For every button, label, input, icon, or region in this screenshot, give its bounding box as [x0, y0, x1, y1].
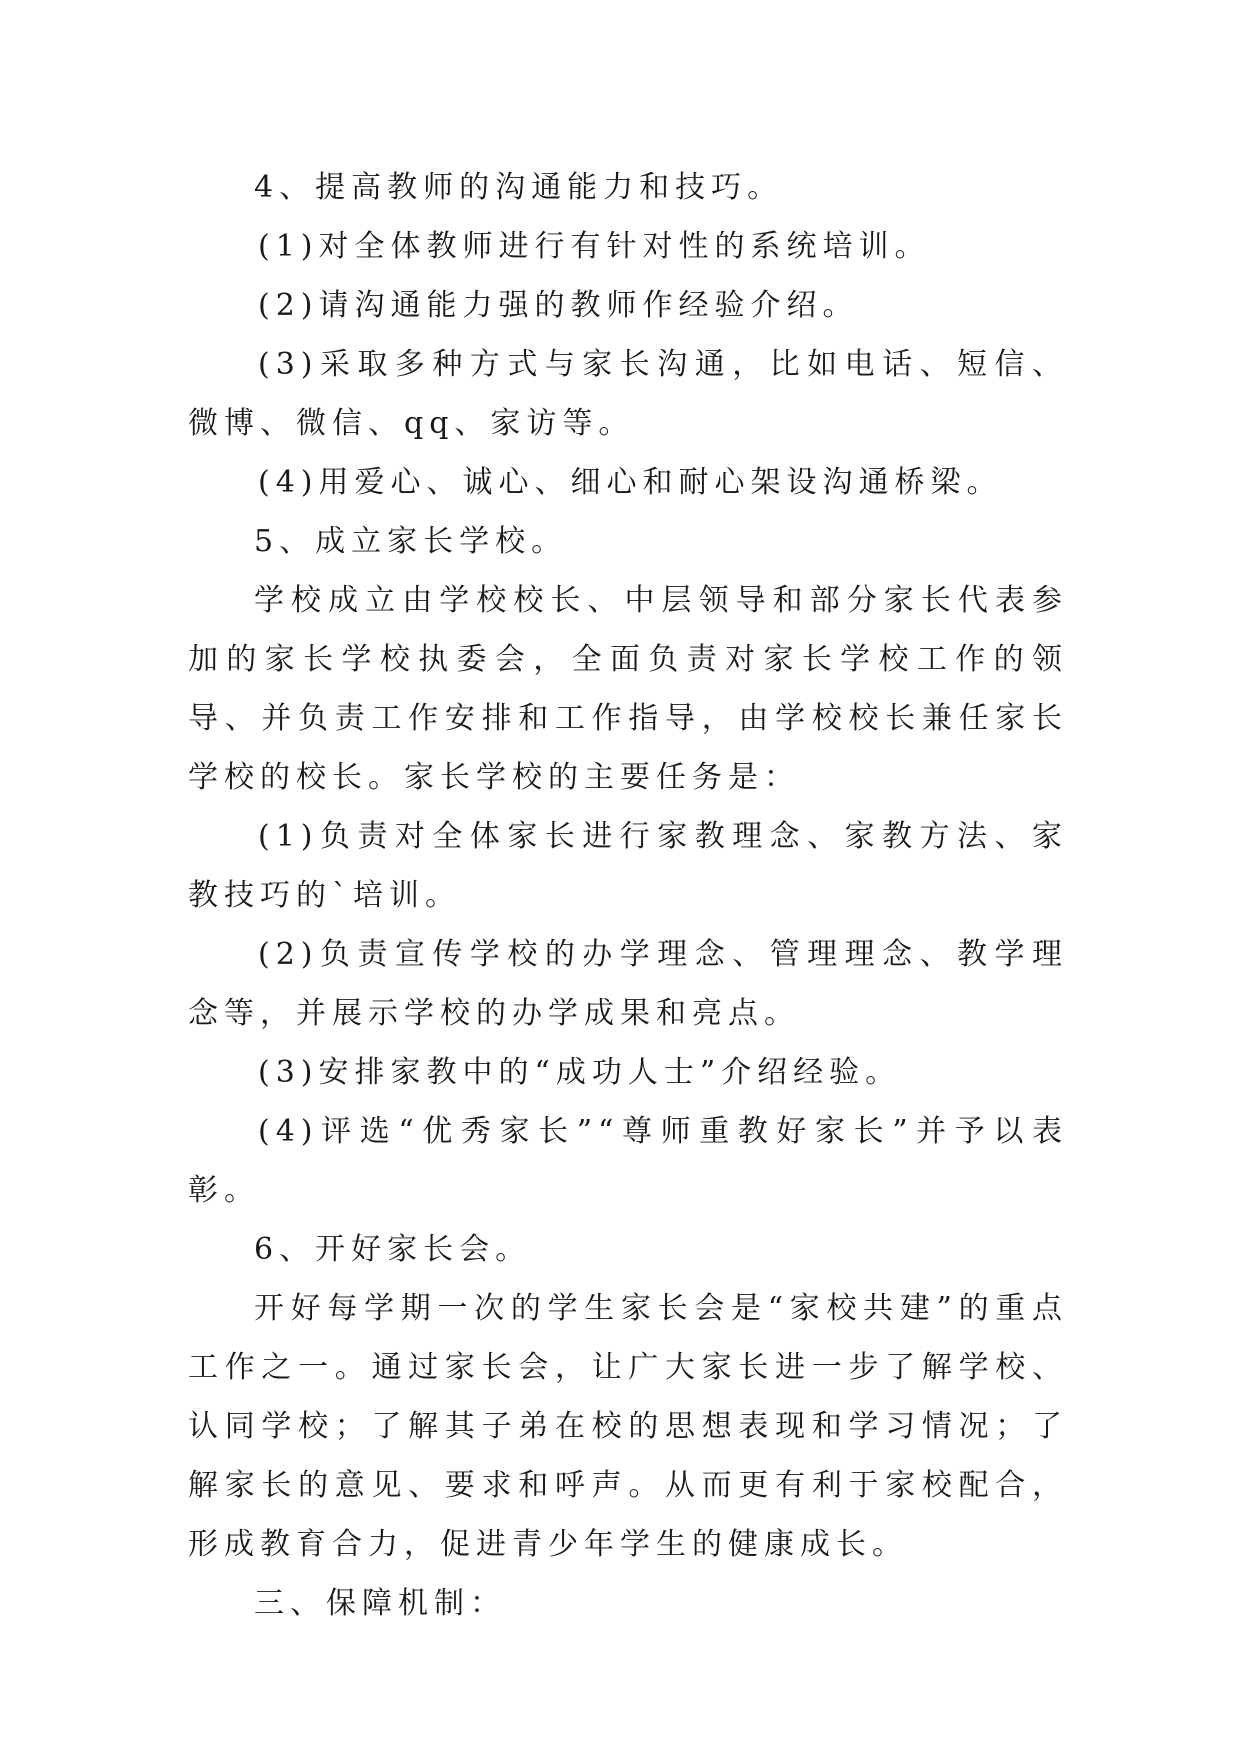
list-item: (3)安排家教中的“成功人士”介绍经验。 [258, 1055, 902, 1090]
document-body [188, 158, 1068, 1633]
section-heading: 三、保障机制： [254, 1586, 506, 1621]
heading-4: 4、提高教师的沟通能力和技巧。 [254, 170, 784, 205]
body-paragraph: 开好每学期一次的学生家长会是“家校共建”的重点工作之一。通过家长会，让广大家长进一步了解学校、认同学校；了解其子弟在校的思想表现和学习情况；了解家长的意见、要求和呼声。从而更有利于家校配合，形成教育合力，促进青少年学生的健康成长。 [188, 1291, 1068, 1562]
list-item: (4)用爱心、诚心、细心和耐心架设沟通桥梁。 [258, 465, 1003, 500]
list-item: (3)采取多种方式与家长沟通，比如电话、短信、微博、微信、qq、家访等。 [188, 347, 1068, 441]
list-item: (1)负责对全体家长进行家教理念、家教方法、家教技巧的`培训。 [188, 819, 1068, 913]
list-item: (2)负责宣传学校的办学理念、管理理念、教学理念等，并展示学校的办学成果和亮点。 [188, 937, 1068, 1031]
heading-5: 5、成立家长学校。 [254, 524, 568, 559]
list-item: (2)请沟通能力强的教师作经验介绍。 [258, 288, 859, 323]
body-paragraph: 学校成立由学校校长、中层领导和部分家长代表参加的家长学校执委会，全面负责对家长学校工作的领导、并负责工作安排和工作指导，由学校校长兼任家长学校的校长。家长学校的主要任务是： [188, 583, 1068, 795]
list-item: (4)评选“优秀家长”“尊师重教好家长”并予以表彰。 [188, 1114, 1068, 1208]
heading-6: 6、开好家长会。 [254, 1232, 532, 1267]
list-item: (1)对全体教师进行有针对性的系统培训。 [258, 229, 931, 264]
